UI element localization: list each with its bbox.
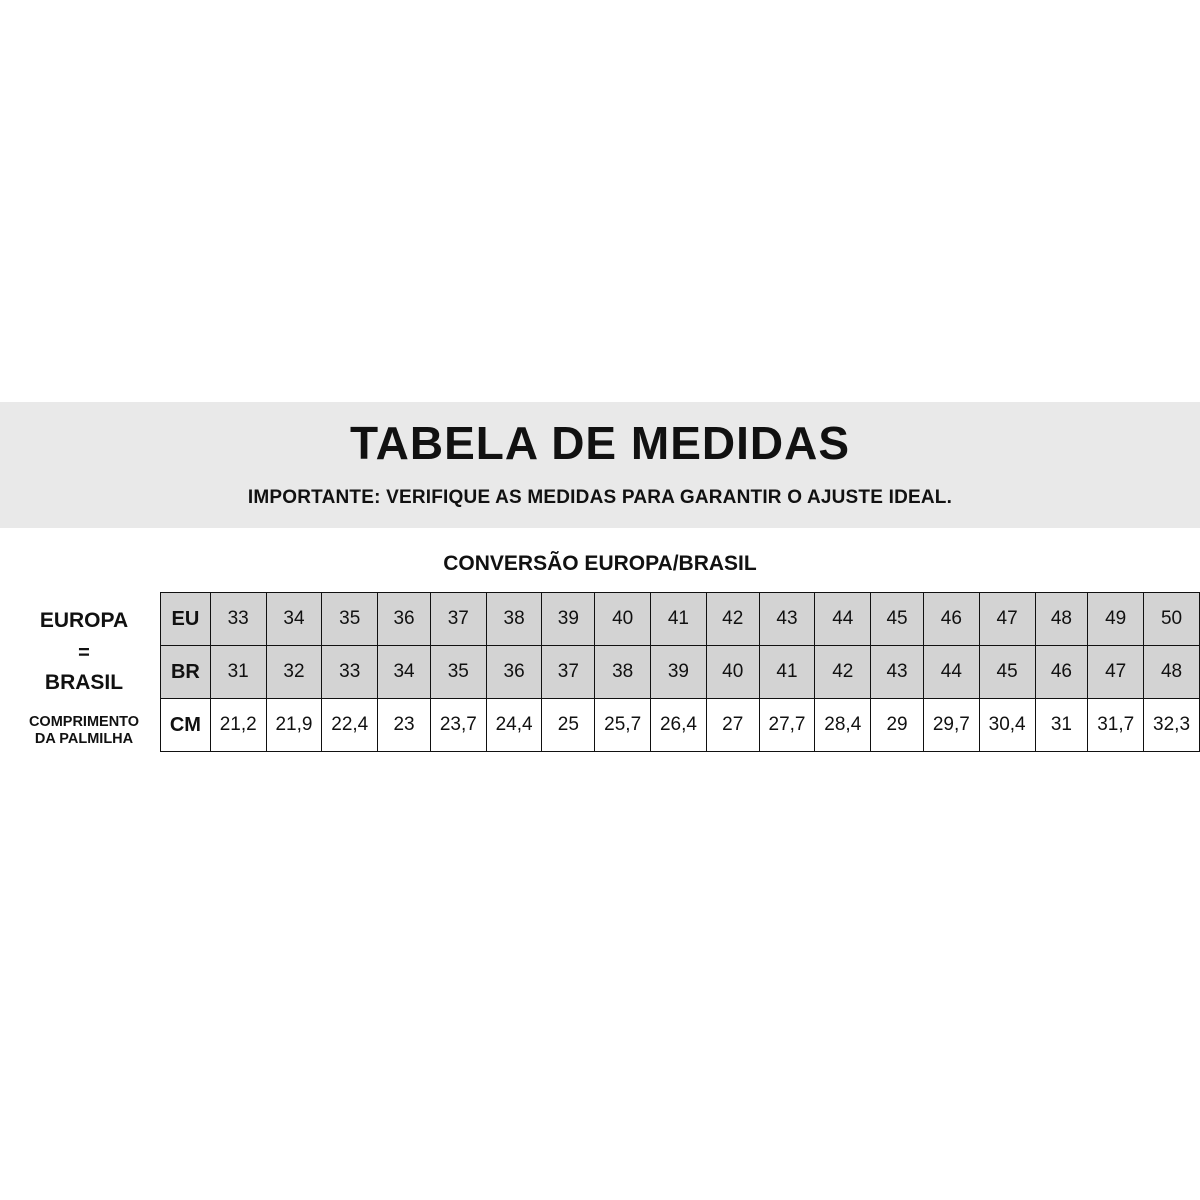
section-title: CONVERSÃO EUROPA/BRASIL: [443, 552, 757, 575]
cell-eu-10: 43: [759, 593, 815, 646]
cell-cm-17: 32,3: [1144, 699, 1200, 752]
cell-cm-15: 31: [1035, 699, 1088, 752]
cell-cm-0: 21,2: [210, 699, 266, 752]
cell-cm-7: 25,7: [595, 699, 651, 752]
conversion-table-wrapper: [160, 592, 1200, 752]
label-equals: =: [78, 642, 90, 664]
cell-eu-2: 35: [322, 593, 378, 646]
table-row: [161, 699, 1200, 752]
cell-eu-13: 46: [923, 593, 979, 646]
cell-br-11: 42: [815, 646, 871, 699]
cell-br-7: 38: [595, 646, 651, 699]
page-subtitle: IMPORTANTE: VERIFIQUE AS MEDIDAS PARA GARANTIR O AJUSTE IDEAL.: [247, 487, 953, 508]
cell-br-0: 31: [210, 646, 266, 699]
cell-br-10: 41: [759, 646, 815, 699]
cell-eu-4: 37: [430, 593, 486, 646]
cell-br-9: 40: [706, 646, 759, 699]
cell-br-8: 39: [651, 646, 707, 699]
cell-eu-5: 38: [486, 593, 542, 646]
cell-br-13: 44: [923, 646, 979, 699]
cell-cm-3: 23: [378, 699, 431, 752]
cell-cm-8: 26,4: [651, 699, 707, 752]
row-header-eu: EU: [161, 593, 211, 646]
cell-eu-6: 39: [542, 593, 595, 646]
cell-cm-13: 29,7: [923, 699, 979, 752]
cell-cm-11: 28,4: [815, 699, 871, 752]
label-comprimento-line2: DA PALMILHA: [34, 731, 134, 747]
table-row: [161, 646, 1200, 699]
conversion-table: [160, 592, 1200, 752]
cell-br-17: 48: [1144, 646, 1200, 699]
cell-br-14: 45: [979, 646, 1035, 699]
row-header-cm: CM: [161, 699, 211, 752]
cell-cm-1: 21,9: [266, 699, 322, 752]
cell-cm-12: 29: [871, 699, 924, 752]
cell-eu-0: 33: [210, 593, 266, 646]
cell-eu-15: 48: [1035, 593, 1088, 646]
cell-eu-3: 36: [378, 593, 431, 646]
cell-eu-7: 40: [595, 593, 651, 646]
cell-br-1: 32: [266, 646, 322, 699]
cell-br-6: 37: [542, 646, 595, 699]
label-comprimento-da-palmilha: [8, 714, 160, 748]
label-brasil: BRASIL: [44, 671, 124, 694]
cell-eu-11: 44: [815, 593, 871, 646]
label-comprimento-line1: COMPRIMENTO: [28, 714, 140, 730]
cell-cm-5: 24,4: [486, 699, 542, 752]
cell-br-5: 36: [486, 646, 542, 699]
cell-cm-16: 31,7: [1088, 699, 1144, 752]
cell-eu-8: 41: [651, 593, 707, 646]
cell-eu-17: 50: [1144, 593, 1200, 646]
cell-br-16: 47: [1088, 646, 1144, 699]
cell-eu-16: 49: [1088, 593, 1144, 646]
cell-eu-1: 34: [266, 593, 322, 646]
cell-br-2: 33: [322, 646, 378, 699]
table-row: [161, 593, 1200, 646]
cell-cm-2: 22,4: [322, 699, 378, 752]
cell-eu-12: 45: [871, 593, 924, 646]
cell-cm-4: 23,7: [430, 699, 486, 752]
cell-br-15: 46: [1035, 646, 1088, 699]
cell-br-3: 34: [378, 646, 431, 699]
cell-cm-9: 27: [706, 699, 759, 752]
cell-eu-14: 47: [979, 593, 1035, 646]
row-header-br: BR: [161, 646, 211, 699]
label-europa: EUROPA: [39, 609, 129, 632]
side-label-group: [8, 592, 160, 762]
cell-eu-9: 42: [706, 593, 759, 646]
cell-cm-6: 25: [542, 699, 595, 752]
cell-br-4: 35: [430, 646, 486, 699]
cell-cm-10: 27,7: [759, 699, 815, 752]
page-title: TABELA DE MEDIDAS: [350, 417, 850, 469]
cell-br-12: 43: [871, 646, 924, 699]
cell-cm-14: 30,4: [979, 699, 1035, 752]
